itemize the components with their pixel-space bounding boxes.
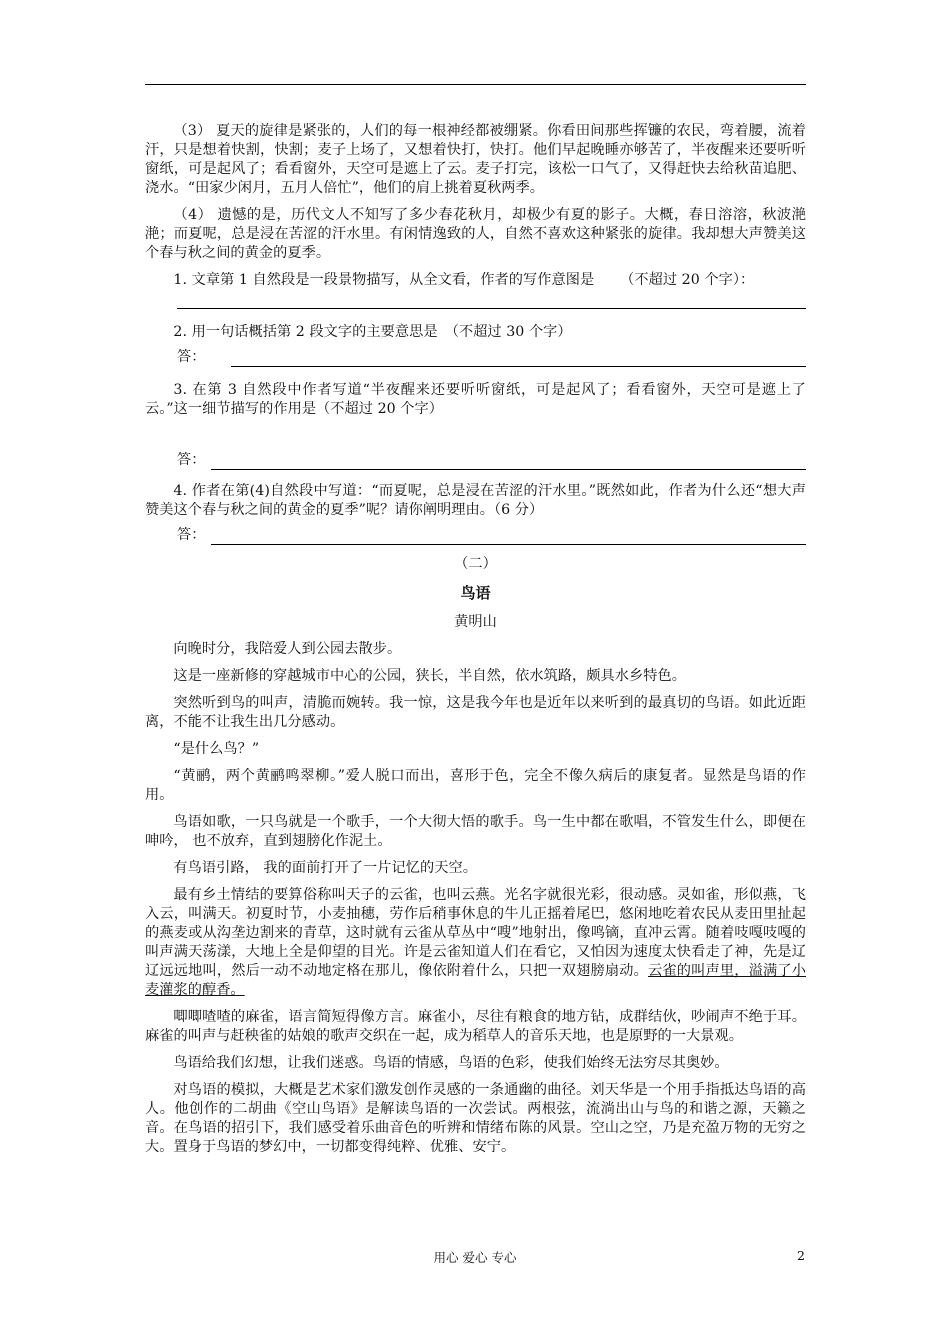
essay-paragraph: 鸟语给我们幻想，让我们迷惑。鸟语的情感，鸟语的色彩，使我们始终无法穷尽其奥妙。: [173, 1055, 729, 1071]
paragraph-3: （3） 夏天的旋律是紧张的，人们的每一根神经都被绷紧。你看田间那些挥镰的农民，弯着腰，流着汗，只是想着快割，快割；麦子上场了，又想着快打，快打。他们早起晚睡亦够苦了，半夜醒来还要听听窗纸，可是起风了；看看窗外，天空可是遮上了云。麦子打完，该松一口气了，又得赶快去给秋苗追肥、浇水。“田家少闲月，五月人倍忙”，他们的肩上挑着夏秋两季。: [145, 123, 806, 196]
essay-paragraph-8: [145, 886, 806, 1000]
essay-paragraph: 这是一座新修的穿越城市中心的公园，狭长，半自然，依水筑路，颇具水乡特色。: [173, 668, 686, 684]
answer-row-3[interactable]: [145, 451, 806, 470]
essay-title: 鸟语: [460, 584, 491, 602]
essay-paragraph: “是什么鸟？”: [173, 741, 260, 757]
question-4: [145, 482, 806, 545]
answer-label: 答：: [177, 527, 206, 543]
page-footer: [0, 1248, 950, 1268]
paragraph-8-text: 最有乡土情结的要算俗称叫天子的云雀，也叫云燕。光名字就很光彩，很动感。灵如雀，形似燕，飞入云，叫满天。初夏时节，小麦抽穗，劳作后稍事休息的牛儿正摇着尾巴，悠闲地吃着农民从麦田里扯起的燕麦或从沟垄边割来的青草，这时就有云雀从草丛中“嗖”地射出，像鸣镝，直冲云霄。随着吱嘎吱嘎的叫声满天荡漾，大地上全是仰望的目光。许是云雀知道人们在看它，又怕因为速度太快看走了神，先是辽辽远远地叫，然后一动不动地定格在那儿，像依附着什么，只把一双翅膀扇动。: [145, 887, 806, 979]
answer-line-3[interactable]: [211, 455, 806, 470]
essay-paragraph: 向晚时分，我陪爱人到公园去散步。: [173, 641, 402, 657]
question-1-text: 1. 文章第 1 自然段是一段景物描写，从全文看，作者的写作意图是 （不超过 20 个字）：: [173, 272, 755, 288]
answer-line-2[interactable]: [231, 352, 806, 367]
essay-paragraph: 突然听到鸟的叫声，清脆而婉转。我一惊，这是我今年也是近年以来听到的最真切的鸟语。如此近距离，不能不让我生出几分感动。: [145, 695, 806, 730]
essay-paragraph: 唧唧喳喳的麻雀，语言简短得像方言。麻雀小，尽往有粮食的地方钻，成群结伙，吵闹声不绝于耳。麻雀的叫声与赶秧雀的姑娘的歌声交织在一起，成为稻草人的音乐天地，也是原野的一大景观。: [145, 1009, 806, 1044]
header-rule: [145, 84, 806, 85]
underlined-sentence: 云雀的叫声里，溢满了小麦灌浆的醇香。: [145, 963, 806, 998]
essay-paragraph: 有鸟语引路， 我的面前打开了一片记忆的天空。: [173, 860, 477, 876]
question-2-text: 2. 用一句话概括第 2 段文字的主要意思是 （不超过 30 个字）: [173, 324, 572, 340]
essay-paragraph: “黄鹂，两个黄鹂鸣翠柳。”爱人脱口而出，喜形于色，完全不像久病后的康复者。显然是鸟语的作用。: [145, 768, 806, 803]
essay-paragraph: 对鸟语的模拟，大概是艺术家们激发创作灵感的一条通幽的曲径。刘天华是一个用手指抵达鸟语的高人。他创作的二胡曲《空山鸟语》是解读鸟语的一次尝试。两根弦，流淌出山与鸟的和谐之源，天籁之音。在鸟语的招引下，我们感受着乐曲音色的听辨和情绪布陈的风景。空山之空，乃是充盈万物的无穷之大。置身于鸟语的梦幻中，一切都变得纯粹、优雅、安宁。: [145, 1082, 806, 1155]
page-number: 2: [797, 1248, 805, 1263]
question-3: [145, 381, 806, 470]
answer-line-1[interactable]: [177, 294, 806, 309]
answer-row-4[interactable]: [145, 526, 806, 545]
answer-row-2[interactable]: [145, 348, 806, 367]
paragraph-4: （4） 遗憾的是，历代文人不知写了多少春花秋月，却极少有夏的影子。大概，春日溶溶，秋波滟滟；而夏呢，总是浸在苦涩的汗水里。有闲情逸致的人，自然不喜欢这种紧张的旋律。我却想大声赞美这个春与秋之间的黄金的夏季。: [145, 207, 806, 261]
answer-label: 答：: [177, 349, 206, 365]
footer-motto: 用心 爱心 专心: [433, 1250, 517, 1265]
answer-label: 答：: [177, 452, 206, 468]
question-1: [145, 271, 806, 309]
question-4-text: 4. 作者在第(4)自然段中写道：“而夏呢，总是浸在苦涩的汗水里。”既然如此，作者为什么还“想大声赞美这个春与秋之间的黄金的夏季”呢？请你阐明理由。（6 分）: [145, 483, 806, 518]
answer-line-4[interactable]: [211, 530, 806, 545]
page-content: [145, 122, 806, 1165]
essay-paragraph: 鸟语如歌，一只鸟就是一个歌手，一个大彻大悟的歌手。鸟一生中都在歌唱，不管发生什么，即便在呻吟， 也不放弃，直到翅膀化作泥土。: [145, 814, 806, 849]
question-2: [145, 323, 806, 367]
question-3-text: 3. 在第 3 自然段中作者写道“半夜醒来还要听听窗纸，可是起风了；看看窗外，天空可是遮上了云。”这一细节描写的作用是（不超过 20 个字）: [145, 382, 806, 417]
section-number: （二）: [454, 556, 497, 572]
essay-author: 黄明山: [454, 614, 497, 630]
